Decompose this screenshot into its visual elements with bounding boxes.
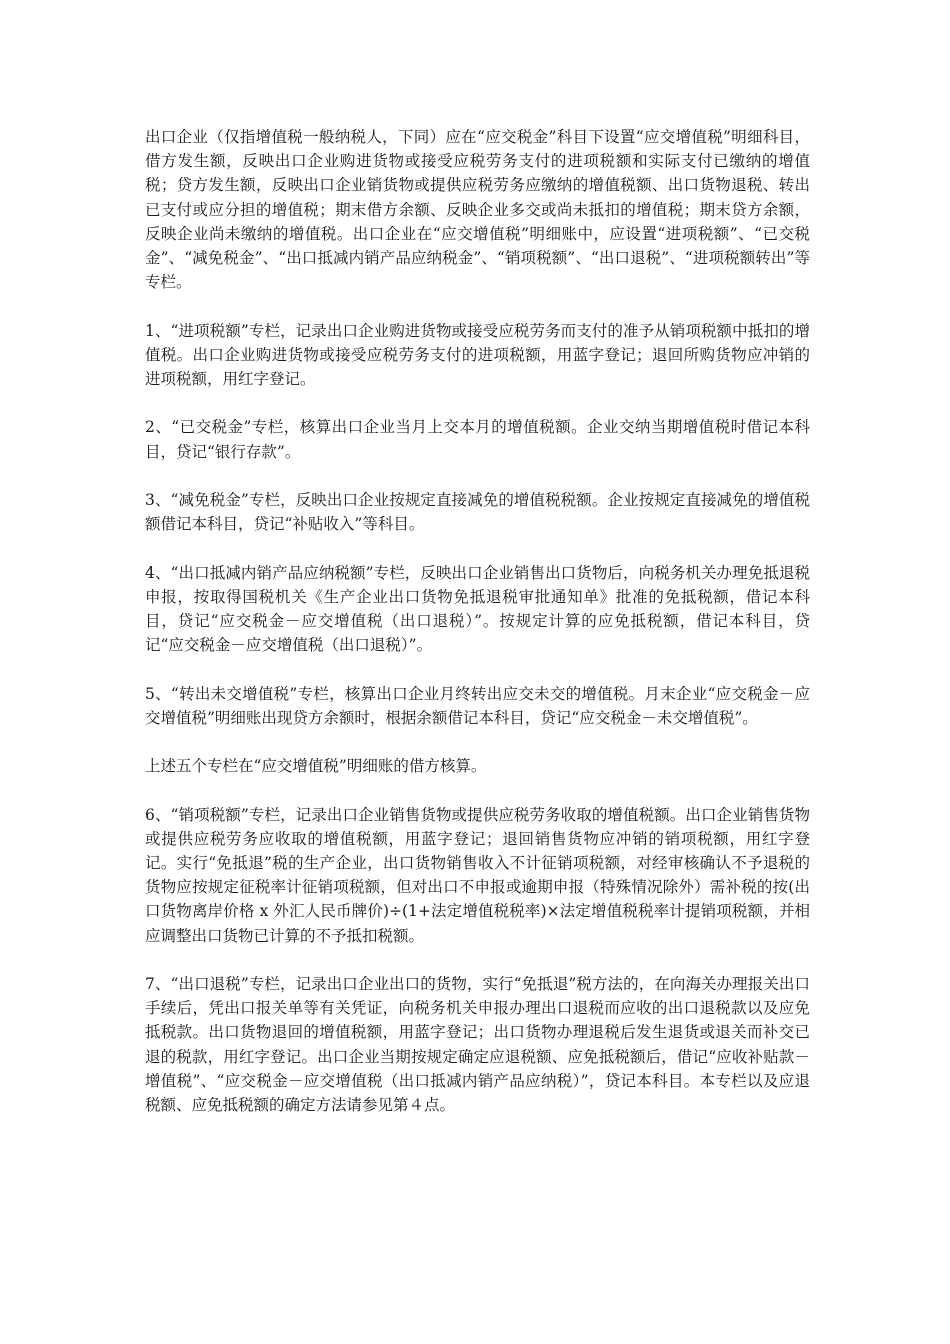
- paragraph-output-tax: 6、“销项税额”专栏，记录出口企业销售货物或提供应税劳务收取的增值税额。出口企业销售货物或提供应税劳务应收取的增值税额，用蓝字登记；退回销售货物应冲销的销项税额，用红字登记。实行“免抵退”税的生产企业，出口货物销售收入不计征销项税额，对经审核确认不予退税的货物应按规定征税率计征销项税额，但对出口不申报或逾期申报（特殊情况除外）需补税的按(出口货物离岸价格 x 外汇人民币牌价)÷(1+法定增值税税率)×法定增值税税率计提销项税额，并相应调整出口货物已计算的不予抵扣税额。: [145, 805, 810, 945]
- document-body: [145, 125, 810, 1141]
- paragraph-export-offset: 4、“出口抵减内销产品应纳税额”专栏，反映出口企业销售出口货物后，向税务机关办理免抵退税申报，按取得国税机关《生产企业出口货物免抵退税审批通知单》批准的免抵税额，借记本科目，贷记“应交税金－应交增值税（出口退税）”。按规定计算的应免抵税额，借记本科目，贷记“应交税金－应交增值税（出口退税）”。: [145, 563, 810, 655]
- paragraph-intro: 出口企业（仅指增值税一般纳税人，下同）应在“应交税金”科目下设置“应交增值税”明细科目，借方发生额，反映出口企业购进货物或接受应税劳务支付的进项税额和实际支付已缴纳的增值税；贷方发生额，反映出口企业销货物或提供应税劳务应缴纳的增值税额、出口货物退税、转出已支付或应分担的增值税；期末借方余额、反映企业多交或尚未抵扣的增值税；期末贷方余额，反映企业尚未缴纳的增值税。出口企业在“应交增值税”明细账中，应设置“进项税额”、“已交税金”、“减免税金”、“出口抵减内销产品应纳税金”、“销项税额”、“出口退税”、“进项税额转出”等专栏。: [145, 128, 810, 292]
- paragraph-input-tax: 1、“进项税额”专栏，记录出口企业购进货物或接受应税劳务而支付的准予从销项税额中抵扣的增值税。出口企业购进货物或接受应税劳务支付的进项税额，用蓝字登记；退回所购货物应冲销的进项税额，用红字登记。: [145, 321, 810, 389]
- paragraph-tax-reduction: 3、“减免税金”专栏，反映出口企业按规定直接减免的增值税税额。企业按规定直接减免的增值税额借记本科目，贷记“补贴收入”等科目。: [145, 491, 810, 534]
- paragraph-debit-summary: 上述五个专栏在“应交增值税”明细账的借方核算。: [145, 757, 487, 776]
- paragraph-paid-tax: 2、“已交税金”专栏，核算出口企业当月上交本月的增值税额。企业交纳当期增值税时借记本科目，贷记“银行存款”。: [145, 418, 810, 461]
- paragraph-export-refund: 7、“出口退税”专栏，记录出口企业出口的货物，实行“免抵退”税方法的，在向海关办理报关出口手续后，凭出口报关单等有关凭证，向税务机关申报办理出口退税而应收的出口退税款以及应免抵税款。出口货物退回的增值税额，用蓝字登记；出口货物办理退税后发生退货或退关而补交已退的税款，用红字登记。出口企业当期按规定确定应退税额、应免抵税额后，借记“应收补贴款－增值税”、“应交税金－应交增值税（出口抵减内销产品应纳税）”，贷记本科目。本专栏以及应退税额、应免抵税额的确定方法请参见第４点。: [145, 974, 810, 1114]
- paragraph-unpaid-transfer: 5、“转出未交增值税”专栏，核算出口企业月终转出应交未交的增值税。月末企业“应交税金－应交增值税”明细账出现贷方余额时，根据余额借记本科目，贷记“应交税金－未交增值税”。: [145, 684, 810, 727]
